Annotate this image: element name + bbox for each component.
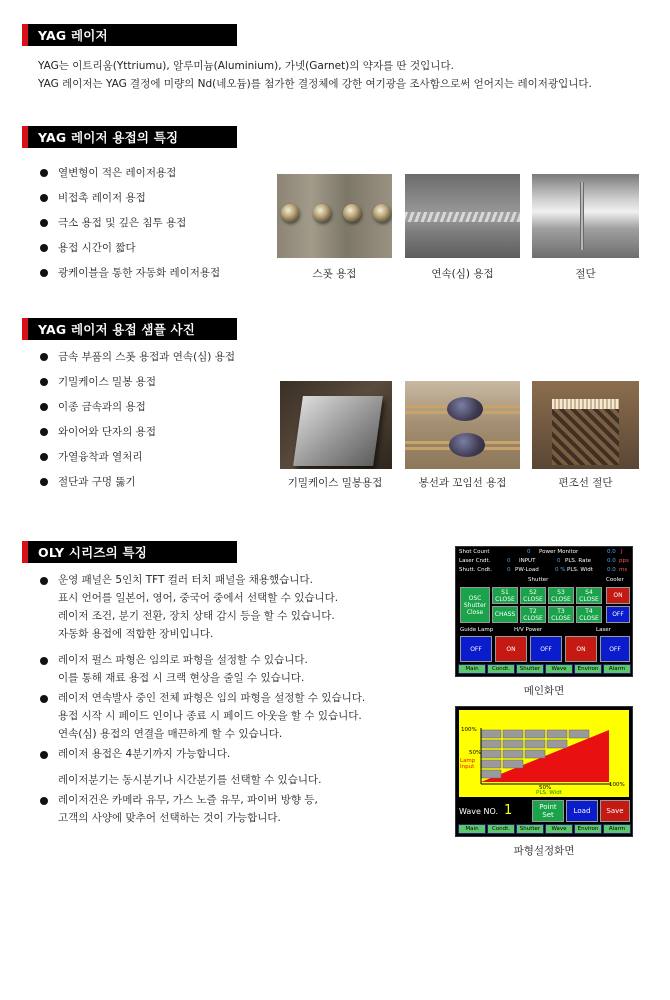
shutter-label: Shutter bbox=[528, 577, 549, 583]
list-item bbox=[40, 745, 365, 789]
x-tick-100: 100% bbox=[609, 782, 625, 788]
shutter-t4-button[interactable]: T4 CLOSE bbox=[576, 606, 602, 623]
tab-condt[interactable]: Condt. bbox=[487, 664, 515, 674]
y-tick-100: 100% bbox=[461, 727, 477, 733]
section-header-samples bbox=[22, 318, 237, 340]
item-line: 이를 통해 재료 용접 시 크랙 현상을 줄일 수 있습니다. bbox=[58, 672, 305, 684]
wave-no-label: Wave NO. bbox=[459, 807, 498, 816]
section-title: YAG 레이저 bbox=[38, 28, 108, 43]
main-screen-row: Shutt. Cndt. 0 PW-Load 0 % PLS. Widt 0.0 ms bbox=[459, 567, 628, 573]
guide-lamp-label: Guide Lamp bbox=[460, 627, 494, 633]
section-title: YAG 레이저 용접의 특징 bbox=[38, 130, 179, 145]
photo-caption: 봉선과 꼬임선 용접 bbox=[418, 477, 507, 489]
shutter-s3-button[interactable]: S3 CLOSE bbox=[548, 587, 574, 604]
list-item: 용접 시간이 짧다 bbox=[40, 241, 220, 266]
tab-main[interactable]: Main bbox=[458, 824, 486, 834]
hv-power-label: H/V Power bbox=[514, 627, 543, 633]
wave-chart-area bbox=[459, 710, 629, 797]
item-line: 운영 패널은 5인치 TFT 컬러 터치 패널을 채용했습니다. bbox=[58, 574, 313, 586]
item-line: 레이저 펄스 파형은 임의로 파형을 설정할 수 있습니다. bbox=[58, 654, 308, 666]
photo-caption: 편조선 절단 bbox=[558, 477, 613, 489]
list-item: 가열융착과 열처리 bbox=[40, 450, 235, 475]
x-tick-50: 50% bbox=[539, 785, 552, 791]
hv-power-off-button[interactable]: OFF bbox=[530, 636, 562, 662]
seam-weld-photo bbox=[405, 174, 520, 258]
save-button[interactable]: Save bbox=[600, 800, 630, 822]
list-item: 비접촉 레이저 용접 bbox=[40, 191, 220, 216]
point-set-button[interactable]: Point Set bbox=[532, 800, 564, 822]
list-item bbox=[40, 791, 365, 827]
sealed-case-photo bbox=[280, 381, 392, 469]
photo-caption: 기밀케이스 밀봉용접 bbox=[287, 477, 383, 489]
tab-environ[interactable]: Environ bbox=[574, 664, 602, 674]
tab-condt[interactable]: Condt. bbox=[487, 824, 515, 834]
tab-shutter[interactable]: Shutter bbox=[516, 824, 544, 834]
wire-weld-photo bbox=[405, 381, 520, 469]
shutter-s1-button[interactable]: S1 CLOSE bbox=[492, 587, 518, 604]
intro-line: YAG 레이저는 YAG 결정에 미량의 Nd(네오듐)를 첨가한 결정체에 강한 여기광을 조사함으로써 얻어지는 레이저광입니다. bbox=[38, 78, 592, 90]
list-item bbox=[40, 689, 365, 743]
wave-screen-panel bbox=[455, 706, 633, 837]
section-title: YAG 레이저 용접 샘플 사진 bbox=[38, 322, 196, 337]
item-line: 고객의 사양에 맞추어 선택하는 것이 가능합니다. bbox=[58, 812, 281, 824]
list-item: 와이어와 단자의 용접 bbox=[40, 425, 235, 450]
screen-caption: 파형설정화면 bbox=[513, 845, 575, 857]
shutter-s4-button[interactable]: S4 CLOSE bbox=[576, 587, 602, 604]
y-axis-label: Lamp Input bbox=[460, 758, 476, 770]
cooler-label: Cooler bbox=[606, 577, 624, 583]
list-item: 기밀케이스 밀봉 용접 bbox=[40, 375, 235, 400]
list-item: 이종 금속과의 용접 bbox=[40, 400, 235, 425]
tab-shutter[interactable]: Shutter bbox=[516, 664, 544, 674]
list-item: 극소 용접 및 깊은 침투 용접 bbox=[40, 216, 220, 241]
tab-alarm[interactable]: Alarm bbox=[603, 664, 631, 674]
cooler-off-button[interactable]: OFF bbox=[606, 606, 630, 623]
item-line: 레이저건은 카메라 유무, 가스 노즐 유무, 파이버 방향 등, bbox=[58, 794, 318, 806]
laser-on-button[interactable]: ON bbox=[565, 636, 597, 662]
item-line: 표시 언어를 일본어, 영어, 중국어 중에서 선택할 수 있습니다. bbox=[58, 592, 339, 604]
shutter-t1-button[interactable]: CHASS bbox=[492, 606, 518, 623]
item-line: 레이저 조건, 분기 전환, 장치 상태 감시 등을 할 수 있습니다. bbox=[58, 610, 335, 622]
intro-line: YAG는 이트리움(Yttriumu), 알루미늄(Aluminium), 가넷(Garnet)의 약자를 딴 것입니다. bbox=[38, 60, 454, 72]
list-item: 열변형이 적은 레이저용접 bbox=[40, 166, 220, 191]
screen-caption: 메인화면 bbox=[523, 685, 565, 697]
shutter-s2-button[interactable]: S2 CLOSE bbox=[520, 587, 546, 604]
item-line: 연속(심) 용접의 연결을 매끈하게 할 수 있습니다. bbox=[58, 728, 283, 740]
section-header-oly bbox=[22, 541, 237, 563]
hv-power-on-button[interactable]: ON bbox=[495, 636, 527, 662]
load-button[interactable]: Load bbox=[566, 800, 598, 822]
section-title: OLY 시리즈의 특징 bbox=[38, 545, 148, 560]
laser-label: Laser bbox=[596, 627, 611, 633]
photo-caption: 연속(심) 용접 bbox=[431, 268, 494, 280]
item-line: 레이저 용접은 4분기까지 가능합니다. bbox=[58, 748, 231, 760]
yag-intro bbox=[38, 57, 592, 93]
guide-lamp-off-button[interactable]: OFF bbox=[460, 636, 492, 662]
main-screen-row: Shot Count 0 Power Monitor 0.0 J bbox=[459, 549, 623, 555]
shutter-t2-button[interactable]: T2 CLOSE bbox=[520, 606, 546, 623]
tab-environ[interactable]: Environ bbox=[574, 824, 602, 834]
spot-weld-photo bbox=[277, 174, 392, 258]
features-list bbox=[40, 166, 220, 291]
tab-main[interactable]: Main bbox=[458, 664, 486, 674]
list-item: 광케이블을 통한 자동화 레이저용접 bbox=[40, 266, 220, 291]
cutting-photo bbox=[532, 174, 639, 258]
item-line: 레이저분기는 동시분기나 시간분기를 선택할 수 있습니다. bbox=[58, 774, 322, 786]
shutter-t3-button[interactable]: T3 CLOSE bbox=[548, 606, 574, 623]
main-screen-row: Laser Cndt. 0 INPUT 0 PLS. Rate 0.0 pps bbox=[459, 558, 629, 564]
osc-shutter-button[interactable]: OSC Shutter Close bbox=[460, 587, 490, 623]
main-screen-panel bbox=[455, 546, 633, 677]
wave-no-value[interactable]: 1 bbox=[504, 803, 513, 818]
y-tick-50: 50% bbox=[469, 750, 482, 756]
item-line: 자동화 용접에 적합한 장비입니다. bbox=[58, 628, 214, 640]
item-line: 레이저 연속발사 중인 전체 파형은 임의 파형을 설정할 수 있습니다. bbox=[58, 692, 366, 704]
samples-list bbox=[40, 350, 235, 500]
list-item: 절단과 구멍 뚫기 bbox=[40, 475, 235, 500]
section-header-yag bbox=[22, 24, 237, 46]
photo-caption: 스폿 용접 bbox=[312, 268, 357, 280]
wave-chart bbox=[459, 710, 631, 797]
list-item: 금속 부품의 스폿 용접과 연속(심) 용접 bbox=[40, 350, 235, 375]
x-axis-label: PLS. Widt bbox=[536, 790, 562, 796]
tab-wave[interactable]: Wave bbox=[545, 664, 573, 674]
oly-feature-list bbox=[40, 571, 365, 835]
cooler-on-button[interactable]: ON bbox=[606, 587, 630, 604]
braided-wire-photo bbox=[532, 381, 639, 469]
tab-wave[interactable]: Wave bbox=[545, 824, 573, 834]
laser-off-button[interactable]: OFF bbox=[600, 636, 630, 662]
list-item bbox=[40, 651, 365, 687]
section-header-features bbox=[22, 126, 237, 148]
item-line: 용접 시작 시 페이드 인이나 종료 시 페이드 아웃을 할 수 있습니다. bbox=[58, 710, 362, 722]
list-item bbox=[40, 571, 365, 643]
photo-caption: 절단 bbox=[575, 268, 596, 280]
tab-alarm[interactable]: Alarm bbox=[603, 824, 631, 834]
